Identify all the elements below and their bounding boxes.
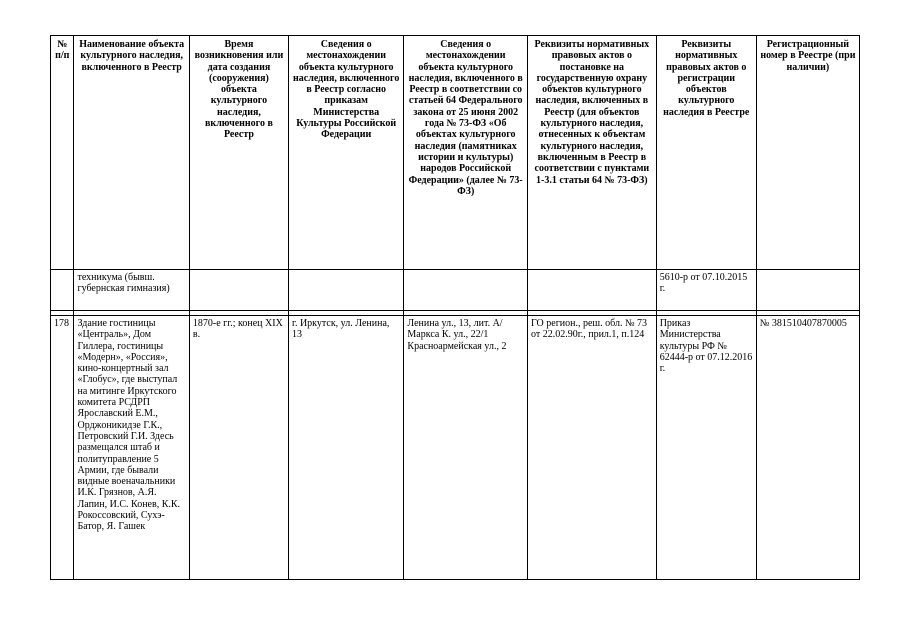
- table-row: [51, 316, 860, 580]
- cell-protection-acts: ГО регион., реш. обл. № 73 от 22.02.90г., прил.1, п.124: [528, 316, 657, 580]
- header-location-order: Сведения о местонахождении объекта культурного наследия, включенного в Реестр согласно приказам Министерства Культуры Российской Федерации: [288, 36, 403, 270]
- header-name: Наименование объекта культурного наследия, включенного в Реестр: [74, 36, 189, 270]
- cell-name: Здание гостиницы «Централь», Дом Гиллера, гостиницы «Модерн», «Россия», кино-концертный зал «Глобус», где выступал на митинге Иркутского комитета РСДРП Ярославский Е.М., Орджоникидзе Г.К., Петровский Г.И. Здесь размещался штаб и политуправление 5 Армии, где бывали видные военачальники И.К. Грязнов, А.Я. Лапин, И.С. Конев, К.К. Рокоссовский, Сухэ-Батор, Я. Гашек: [74, 316, 189, 580]
- cell-registration-acts: 5610-р от 07.10.2015 г.: [656, 270, 756, 311]
- cell-time: [189, 270, 288, 311]
- header-registration-acts: Реквизиты нормативных правовых актов о регистрации объектов культурного наследия в Реестре: [656, 36, 756, 270]
- cell-registration-number: [756, 270, 859, 311]
- cell-registration-acts: Приказ Министерства культуры РФ № 62444-р от 07.12.2016 г.: [656, 316, 756, 580]
- cell-location-law: [404, 270, 528, 311]
- cell-time: 1870-е гг.; конец XIX в.: [189, 316, 288, 580]
- cell-location-order: г. Иркутск, ул. Ленина, 13: [288, 316, 403, 580]
- cell-protection-acts: [528, 270, 657, 311]
- table-row: [51, 270, 860, 311]
- cell-location-order: [288, 270, 403, 311]
- cell-num: 178: [51, 316, 74, 580]
- cell-registration-number: № 381510407870005: [756, 316, 859, 580]
- cell-location-law: Ленина ул., 13, лит. А/ Маркса К. ул., 22/1 Красноармейская ул., 2: [404, 316, 528, 580]
- header-num: № п/п: [51, 36, 74, 270]
- cell-name: техникума (бывш. губернская гимназия): [74, 270, 189, 311]
- header-protection-acts: Реквизиты нормативных правовых актов о постановке на государственную охрану объектов культурного наследия, включенных в Реестр (для объектов культурного наследия, отнесенных к объектам культурного наследия, включенным в Реестр в соответствии с пунктами 1-3.1 статьи 64 № 73-ФЗ): [528, 36, 657, 270]
- header-registration-number: Регистрационный номер в Реестре (при наличии): [756, 36, 859, 270]
- table-header-row: [51, 36, 860, 270]
- cell-num: [51, 270, 74, 311]
- heritage-registry-table: [50, 35, 860, 580]
- header-time: Время возникновения или дата создания (сооружения) объекта культурного наследия, включенного в Реестр: [189, 36, 288, 270]
- header-location-law: Сведения о местонахождении объекта культурного наследия, включенного в Реестр в соответствии со статьей 64 Федерального закона от 25 июня 2002 года № 73-ФЗ «Об объектах культурного наследия (памятниках истории и культуры) народов Российской Федерации» (далее № 73-ФЗ): [404, 36, 528, 270]
